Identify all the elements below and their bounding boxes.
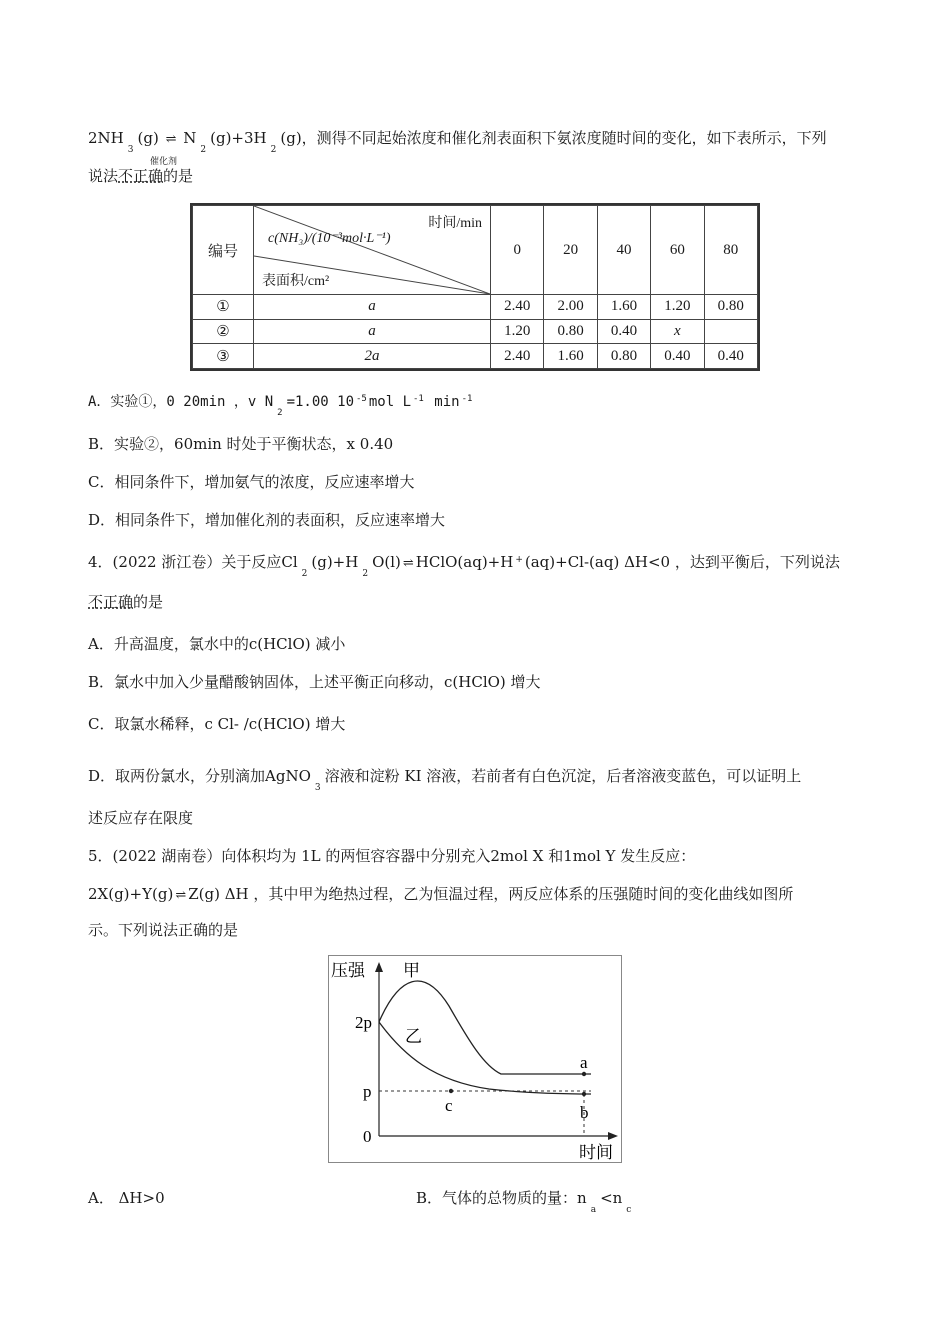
diag-time-label: 时间/min: [428, 216, 482, 231]
text: A．实验①，0 20min ，v N: [88, 394, 274, 410]
q3-option-a: [88, 392, 474, 418]
subscript: 2: [362, 569, 369, 579]
emphasis-text: 不正确: [118, 167, 164, 185]
subscript: 2: [301, 569, 308, 579]
text: 说法: [88, 167, 119, 185]
pressure-time-graph: [329, 956, 621, 1162]
subscript: 3: [314, 783, 321, 793]
row-area: a: [254, 319, 491, 344]
q4-stem: [88, 552, 840, 579]
cell: 2.40: [491, 295, 544, 320]
label-jia: 甲: [403, 961, 420, 980]
subscript: c: [626, 1205, 632, 1215]
point-b-dot: [582, 1092, 586, 1096]
time-header: 80: [704, 206, 757, 295]
point-a-dot: [582, 1072, 586, 1076]
row-area: a: [254, 295, 491, 320]
text: (aq)+Cl-(aq) ΔH<0 ，达到平衡后，下列说法: [524, 553, 840, 571]
time-header: 40: [597, 206, 650, 295]
point-c-dot: [449, 1089, 453, 1093]
row-id: ①: [193, 295, 254, 320]
q4-option-c: C．取氯水稀释，c Cl- /c(HClO) 增大: [88, 715, 346, 733]
q5-option-a: A． ΔH>0: [88, 1189, 165, 1207]
cell: 2.40: [491, 344, 544, 369]
text: min: [425, 394, 460, 410]
superscript: -5: [356, 394, 367, 404]
text: B．气体的总物质的量：n: [416, 1189, 587, 1207]
tick-2p: 2p: [355, 1013, 372, 1032]
text: (g)+H: [311, 553, 359, 571]
text: =1.00 10: [286, 394, 355, 410]
point-b-label: b: [580, 1103, 589, 1122]
origin-label: 0: [363, 1127, 372, 1146]
intro-line-2: [88, 166, 193, 186]
diag-conc-label: c(NH₃)/(10⁻³mol·L⁻¹): [268, 231, 391, 246]
text: 2X(g)+Y(g): [88, 885, 174, 903]
q3-option-d: D．相同条件下，增加催化剂的表面积，反应速率增大: [88, 511, 446, 529]
subscript: 3: [127, 145, 134, 155]
cell: x: [651, 319, 704, 344]
time-header: 60: [651, 206, 704, 295]
q3-option-b: B．实验②，60min 时处于平衡状态，x 0.40: [88, 435, 394, 453]
intro-text: (g)，测得不同起始浓度和催化剂表面积下氨浓度随时间的变化，如下表所示，下列: [280, 129, 827, 147]
text: Z(g) ΔH ，其中甲为绝热过程，乙为恒温过程，两反应体系的压强随时间的变化曲线如图所: [188, 885, 794, 903]
q4-option-d-line-2: 述反应存在限度: [88, 809, 194, 827]
label-yi: 乙: [405, 1027, 422, 1046]
emphasis-text: 不正确: [88, 593, 134, 611]
diag-area-label: 表面积/cm²: [262, 274, 330, 289]
cell: 1.20: [491, 319, 544, 344]
text: 4．(2022 浙江卷）关于反应Cl: [88, 553, 298, 571]
phase-text: (g): [137, 129, 159, 147]
q4-option-a: A．升高温度，氯水中的c(HClO) 减小: [88, 635, 346, 653]
x-axis-arrow-icon: [608, 1132, 618, 1140]
row-area: 2a: [254, 344, 491, 369]
q5-stem: 5．(2022 湖南卷）向体积均为 1L 的两恒容容器中分别充入2mol X 和1mol Y 发生反应：: [88, 847, 696, 865]
table-row: [193, 319, 758, 344]
subscript: a: [590, 1205, 597, 1215]
cell: 0.80: [704, 295, 757, 320]
text: HClO(aq)+H: [415, 553, 514, 571]
q4-option-b: B．氯水中加入少量醋酸钠固体，上述平衡正向移动，c(HClO) 增大: [88, 673, 541, 691]
catalyst-label: 催化剂: [150, 157, 178, 167]
intro-line-1: [88, 128, 827, 155]
table-diagonal-header: [254, 206, 491, 295]
row-id: ③: [193, 344, 254, 369]
data-table: [190, 203, 760, 371]
cell: [704, 319, 757, 344]
subscript: 2: [200, 145, 207, 155]
point-a-label: a: [580, 1053, 588, 1072]
y-axis-label: 压强: [331, 961, 365, 980]
cell: 0.40: [597, 319, 650, 344]
tick-p: p: [363, 1082, 372, 1101]
time-header: 0: [491, 206, 544, 295]
superscript: +: [515, 555, 523, 565]
cell: 0.80: [597, 344, 650, 369]
reaction-text: (g)+3H: [210, 129, 267, 147]
text: <n: [600, 1189, 623, 1207]
pressure-time-figure: [328, 955, 622, 1163]
table-header-id: 编号: [193, 206, 254, 295]
row-id: ②: [193, 319, 254, 344]
equilibrium-arrows-icon: ⇌: [165, 132, 177, 147]
q4-option-d: [88, 766, 802, 793]
cell: 0.40: [704, 344, 757, 369]
text: mol L: [368, 394, 412, 410]
cell: 1.20: [651, 295, 704, 320]
cell: 1.60: [544, 344, 597, 369]
text: O(l): [372, 553, 401, 571]
subscript: 2: [277, 408, 283, 418]
q4-stem-line-2: [88, 592, 163, 612]
point-c-label: c: [445, 1096, 453, 1115]
y-axis-arrow-icon: [375, 962, 383, 972]
cell: 0.80: [544, 319, 597, 344]
text: D．取两份氯水，分别滴加AgNO: [88, 767, 311, 785]
reaction-text: 2NH: [88, 129, 124, 147]
q5-stem-line-3: 示。下列说法正确的是: [88, 921, 239, 939]
q5-option-b: [416, 1188, 635, 1215]
cell: 0.40: [651, 344, 704, 369]
superscript: -1: [413, 394, 424, 404]
q5-reaction-line: [88, 884, 793, 906]
time-header: 20: [544, 206, 597, 295]
table-row: [193, 344, 758, 369]
q3-option-c: C．相同条件下，增加氨气的浓度，反应速率增大: [88, 473, 415, 491]
table-row: [193, 295, 758, 320]
text: 溶液和淀粉 KI 溶液，若前者有白色沉淀，后者溶液变蓝色，可以证明上: [324, 767, 802, 785]
equilibrium-arrows-icon: ⇌: [175, 888, 187, 903]
reaction-text: N: [183, 129, 197, 147]
subscript: 2: [270, 145, 277, 155]
text: 的是: [163, 167, 194, 185]
superscript: -1: [461, 394, 473, 404]
equilibrium-arrows-icon: ⇌: [402, 556, 414, 571]
cell: 2.00: [544, 295, 597, 320]
cell: 1.60: [597, 295, 650, 320]
text: 的是: [133, 593, 164, 611]
x-axis-label: 时间: [579, 1143, 613, 1162]
